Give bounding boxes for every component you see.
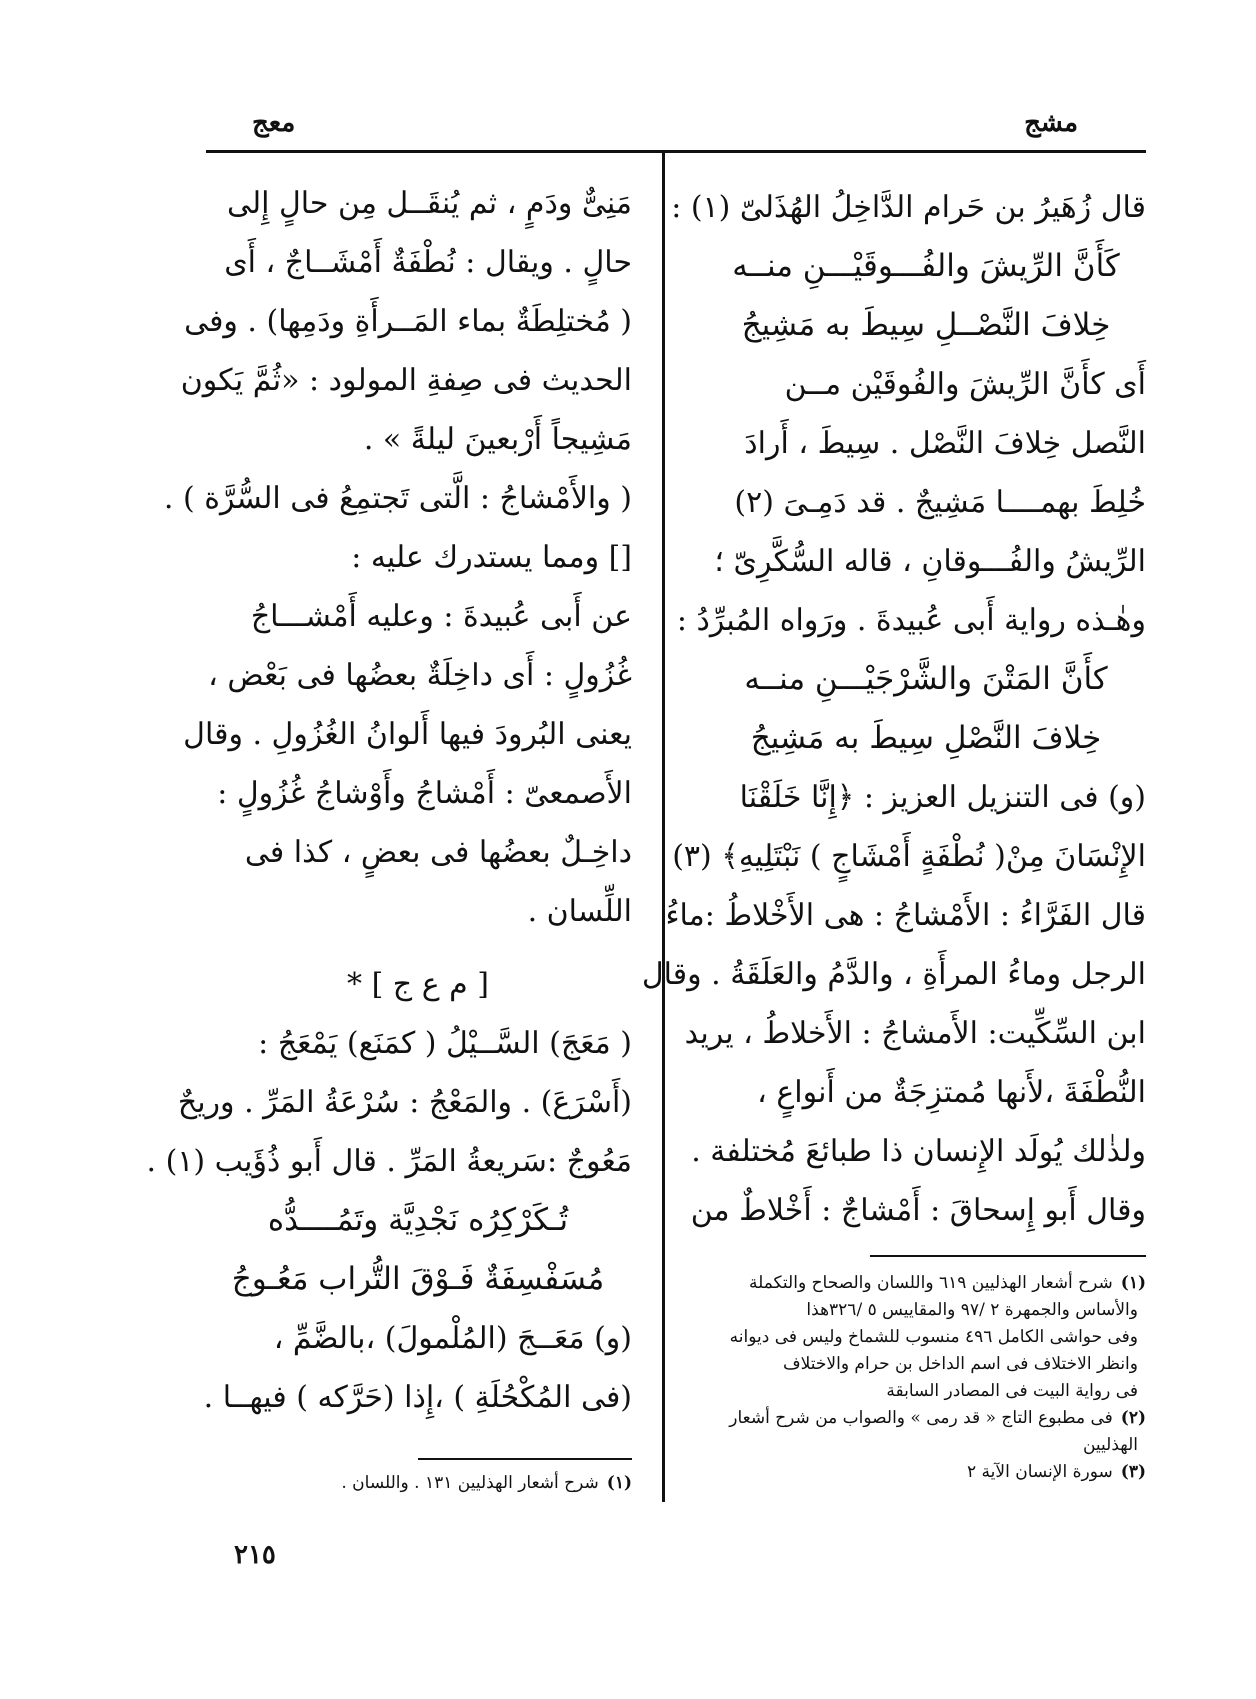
right-column-text-line: ولذٰلك يُولَد الإِنسان ذا طبائعَ مُختلفة . [691,1134,1146,1169]
left-column-text-line: [ م ع ج ] * [347,967,489,1002]
right-column-text-line: الرِّيشُ والفُـــوقانِ ، قاله السُّكَّرِىّ ؛ [714,544,1146,579]
left-header-keyword: معج [252,108,296,138]
header-rule [206,150,1146,153]
left-column-text-line: ( مُختلِطَةٌ بماء المَــرأَةِ ودَمِها) . وفى [184,304,632,339]
right-column-text-line: قال الفَرَّاءُ : الأَمْشاجُ : هى الأَخْلاطُ :ماءُ [665,898,1146,933]
left-column-text-line: يعنى البُرودَ فيها أَلوانُ الغُزُولِ . وقال [183,717,632,752]
left-column-text-line: الأَصمعىّ : أَمْشاجُ وأَوْشاجُ غُزُولٍ : [217,776,632,811]
footnote-text: فى رواية البيت فى المصادر السابقة [886,1381,1138,1401]
right-column-text-line: (و) فى التنزيل العزيز : ﴿إِنَّا خَلَقْنَا [739,780,1146,815]
right-column-text-line: خِلافَ النَّصْــلِ سِيطَ به مَشِيجُ [741,307,1111,343]
right-column-text-line: أَى كأَنَّ الرِّيشَ والفُوقَيْن مــن [784,367,1146,402]
left-column-text-line: حالٍ . ويقال : نُطْفَةٌ أَمْشَــاجٌ ، أَى [224,245,632,280]
right-column-text-line: وهٰـذه رواية أَبى عُبيدةَ . ورَواه المُبرِّدُ : [676,603,1146,638]
right-column-text-line: خِلافَ النَّصْلِ سِيطَ به مَشِيجُ [750,720,1102,756]
footnote-text: وانظر الاختلاف فى اسم الداخل بن حرام والاختلاف [783,1354,1138,1374]
left-column-text-line: مَشِيجاً أَرْبعينَ ليلةً » . [363,422,632,457]
left-column-text-line: ( مَعَجَ) السَّــيْلُ ( كمَنَع) يَمْعَجُ : [258,1026,632,1061]
footnote-number: (١) [1120,1273,1146,1293]
footnote-line [290,1470,632,1497]
left-column-text-line: اللِّسان . [527,894,632,929]
right-column-text-line: الرجل وماءُ المرأَةِ ، والدَّمُ والعَلَقَةُ . وقال [641,957,1146,992]
right-column-text-line: وقال أَبو إِسحاقَ : أَمْشاجٌ : أَخْلاطٌ من [690,1193,1146,1228]
left-column-text-line: الحديث فى صِفةِ المولود : «ثُمَّ يَكون [180,363,632,398]
right-column-text-line: النَّصل خِلافَ النَّصْل . سِيطَ ، أَرادَ [744,426,1146,461]
right-column-text-line: قال زُهَيرُ بن حَرام الدَّاخِلُ الهُذَلىّ (١) : [671,190,1146,225]
footnote-line [700,1324,1146,1351]
left-column-text-line: مُسَفْسِفَةٌ فَـوْقَ التُّراب مَعُـوجُ [231,1261,605,1297]
right-column [641,178,1146,1240]
column-divider [662,150,665,1502]
left-column-text-line: داخِـلٌ بعضُها فى بعضٍ ، كذا فى [244,835,632,870]
footnote-text: والأساس والجمهرة ٢ /٩٧ والمقاييس ٥ /٣٢٦هذا [806,1300,1138,1320]
left-column-text-line: مَنِىٌّ ودَمٍ ، ثم يُنقَــل مِن حالٍ إِلى [226,186,632,221]
footnote-line [700,1297,1146,1324]
left-column-text-line: [] ومما يستدرك عليه : [351,540,632,575]
footnote-text: فى مطبوع التاج « قد رمى » والصواب من شرح أشعار [729,1408,1113,1428]
left-column-text-line: غُزُولٍ : أَى داخِلَةٌ بعضُها فى بَعْض ، [208,658,632,693]
footnote-text: شرح أشعار الهذليين ٦١٩ واللسان والصحاح والتكملة [748,1273,1113,1293]
right-column-text-line: خُلِطَ بهمــــا مَشِيجٌ . قد دَمِـىَ (٢) [734,485,1146,520]
left-column-text-line: (أَسْرَعَ) . والمَعْجُ : سُرْعَةُ المَرِّ . وريحٌ [177,1085,632,1120]
footnote-text: شرح أشعار الهذليين ١٣١ . واللسان . [341,1473,599,1493]
left-column-text-line: مَعُوجٌ :سَريعةُ المَرِّ . قال أَبو ذُؤَيب (١) . [146,1144,632,1179]
left-column-text-line: تُـكَرْكِرُه نَجْدِيَّة وتَمُــــدُّه [267,1202,569,1238]
left-column-text-line: عن أَبى عُبيدةَ : وعليه أَمْشـــاجُ [250,599,632,634]
left-column-text-line [204,941,632,955]
footnote-number: (٢) [1120,1408,1146,1428]
right-column-text-line: ابن السِّكِّيت: الأَمشاجُ : الأَخلاطُ ، يريد [684,1016,1146,1051]
footnote-number: (٣) [1120,1462,1146,1482]
left-footnote-rule [418,1458,632,1460]
right-column-text-line: كَأَنَّ الرِّيشَ والفُـــوقَيْـــنِ منــه [732,248,1120,284]
left-footnotes [290,1470,632,1497]
left-column-text-line: (فى المُكْحُلَةِ ) ،إِذا (حَرَّكه ) فيهــا . [203,1380,632,1415]
footnote-line [700,1432,1146,1459]
right-footnote-rule [870,1255,1146,1257]
left-column-text-line: ( والأَمْشاجُ : الَّتى تَجتمِعُ فى السُّرَّة ) . [163,481,632,516]
footnote-line [700,1378,1146,1405]
footnote-line [700,1351,1146,1378]
footnote-text: وفى حواشى الكامل ٤٩٦ منسوب للشماخ وليس فى ديوانه [729,1327,1138,1347]
footnote-text: سورة الإنسان الآية ٢ [967,1462,1113,1482]
right-column-text-line: النُّطْفَةَ ،لأَنها مُمتزِجَةٌ من أَنواعٍ ، [757,1075,1146,1110]
right-footnotes [700,1270,1146,1486]
footnote-line [700,1459,1146,1486]
footnote-number: (١) [606,1473,632,1493]
left-column-text-line: (و) مَعَــجَ (المُلْمولَ) ،بالضَّمِّ ، [273,1321,632,1356]
right-column-text-line: الإِنْسَانَ مِنْ( نُطْفَةٍ أَمْشَاجٍ ) نَبْتَلِيهِ﴾ (٣) [672,839,1146,874]
right-column-text-line: كأَنَّ المَتْنَ والشَّرْجَيْـــنِ منــه [744,661,1108,697]
right-header-keyword: مشج [1024,108,1078,138]
footnote-line [700,1270,1146,1297]
left-column [146,174,632,1427]
footnote-line [700,1405,1146,1432]
page-number: ٢١٥ [234,1540,276,1570]
footnote-text: الهذليين [1082,1435,1138,1455]
